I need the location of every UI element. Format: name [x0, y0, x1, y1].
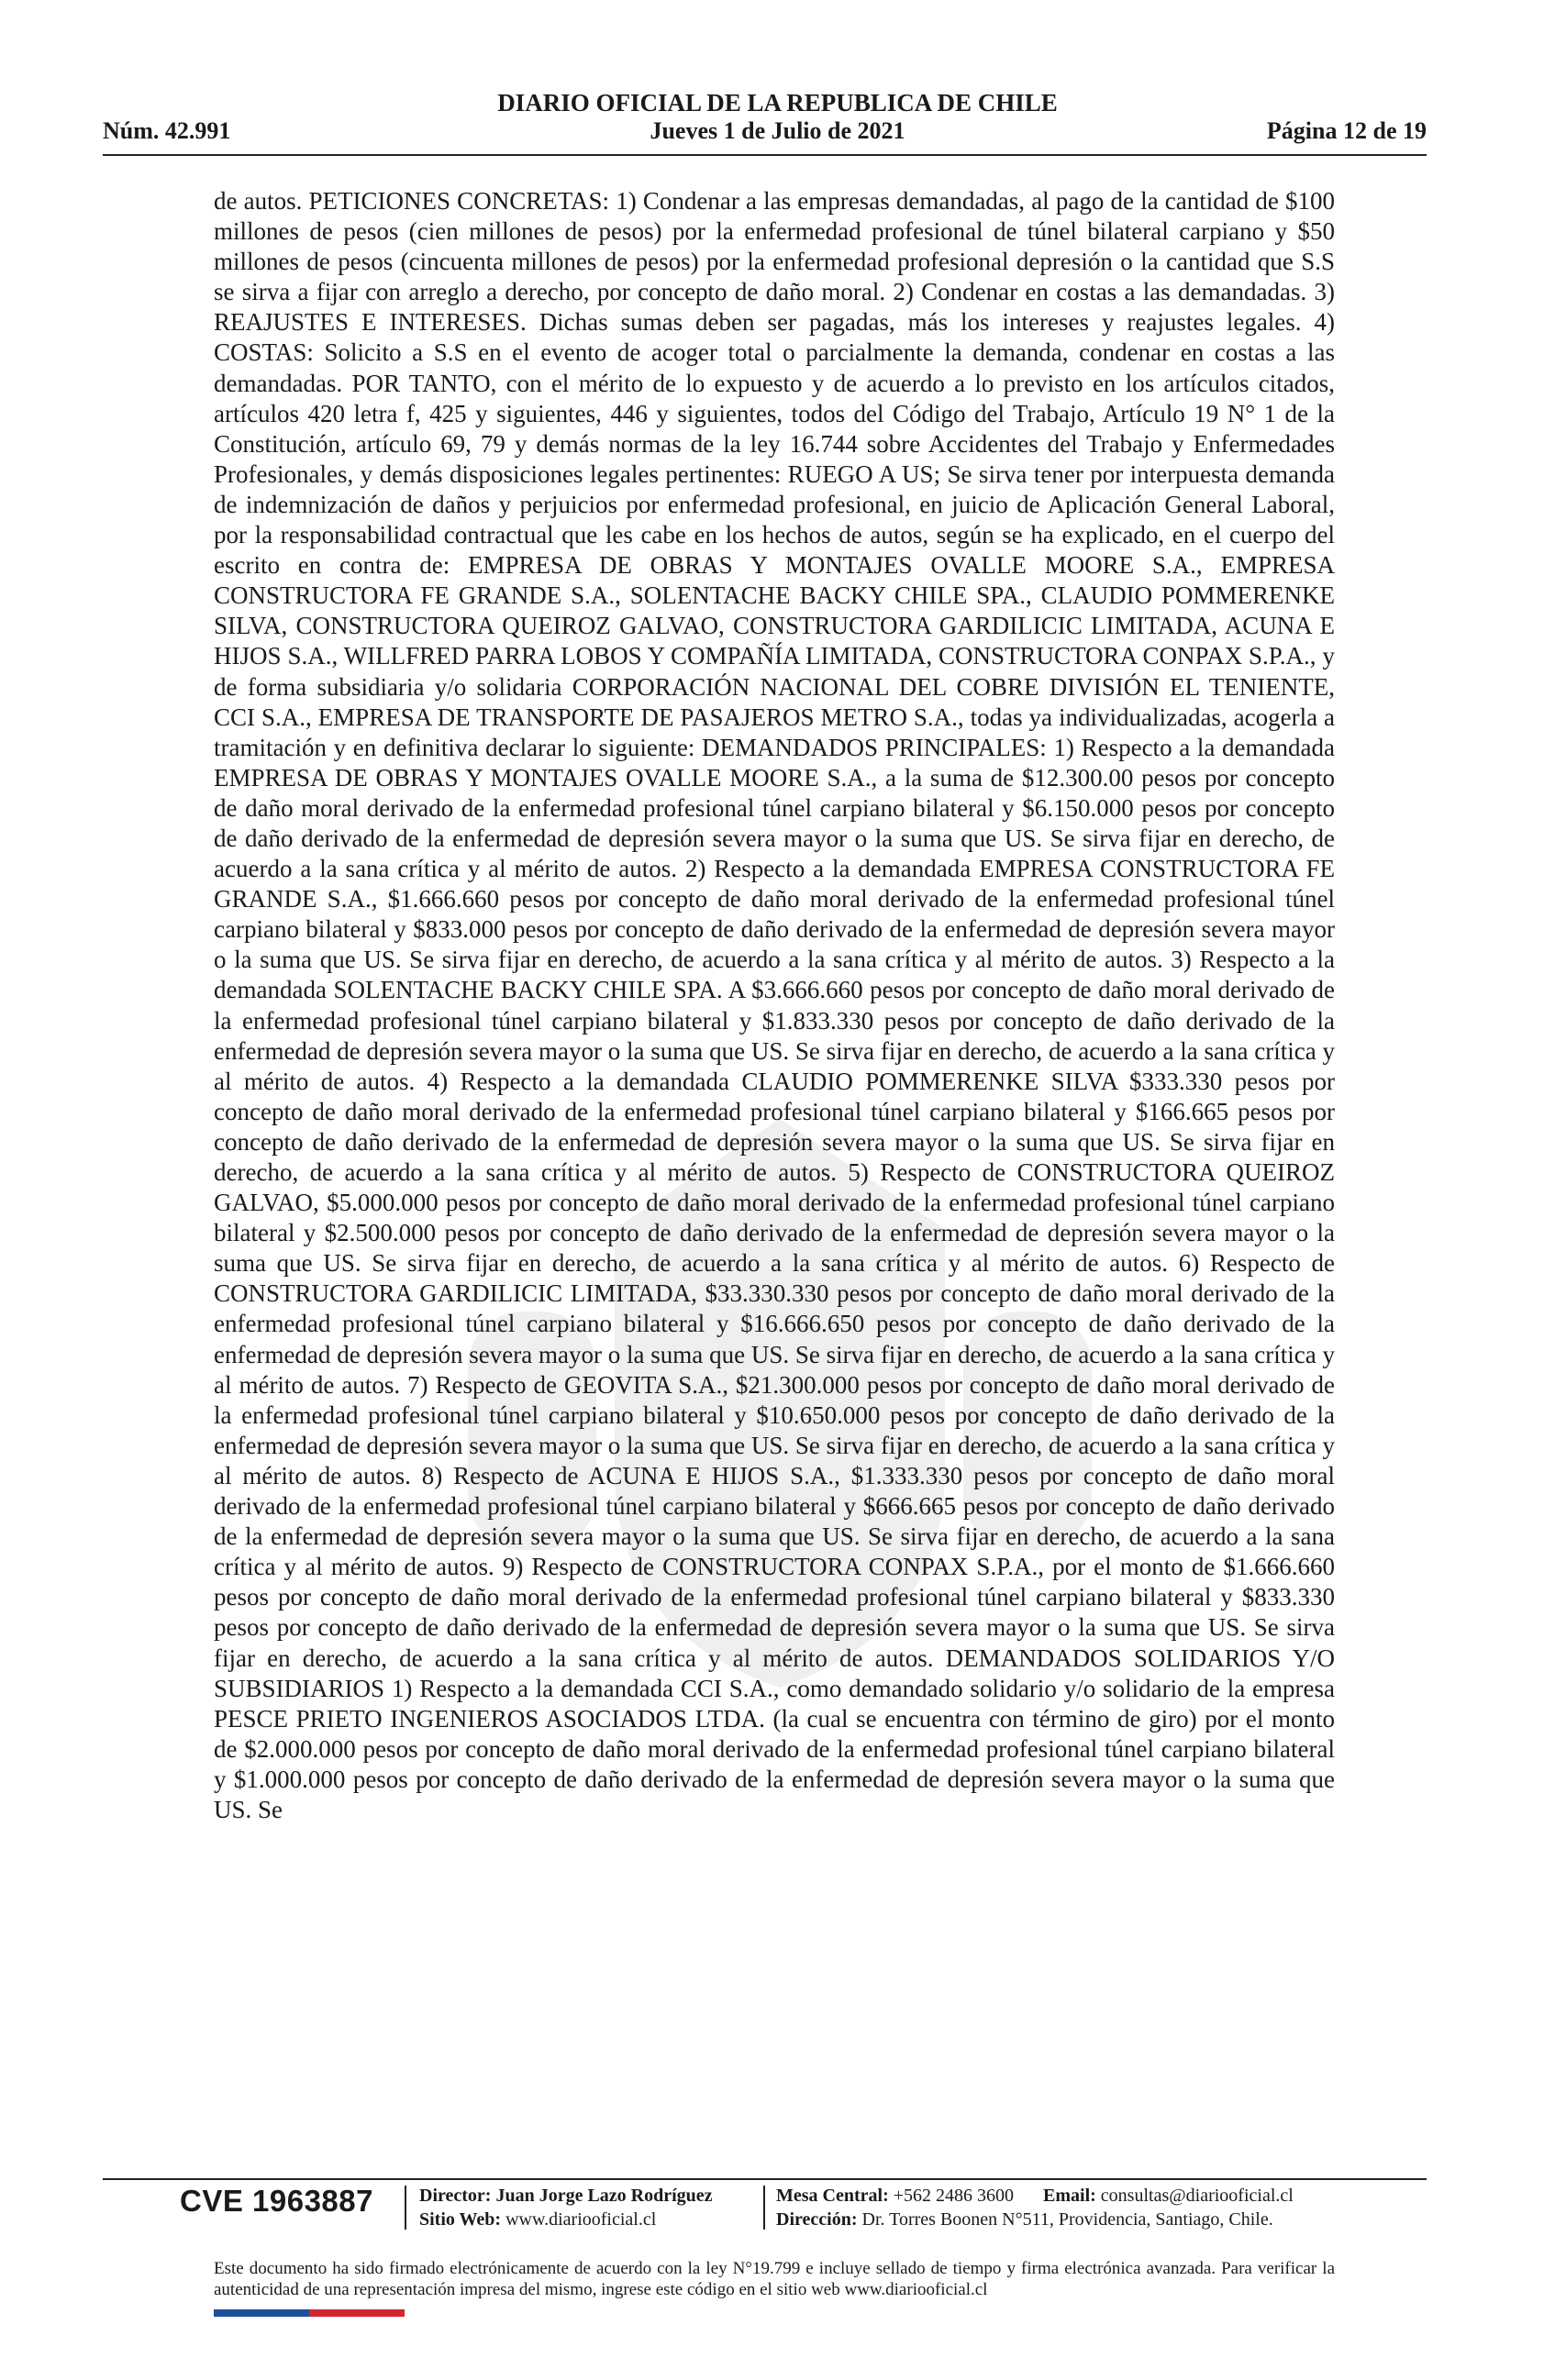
- issue-number: Núm. 42.991: [103, 117, 231, 144]
- director-line: [419, 2186, 713, 2207]
- signature-note: Este documento ha sido firmado electrónicamente de acuerdo con la ley N°19.799 e incluye sellado de tiempo y firma electrónica avanzada. Para verificar la autenticidad de una representación impresa del mismo, ingrese este código en el sitio web www.diariooficial.cl: [214, 2259, 1335, 2299]
- address-line: [776, 2209, 1273, 2231]
- issue-date: Jueves 1 de Julio de 2021: [650, 117, 905, 144]
- cve-code: CVE 1963887: [180, 2184, 373, 2218]
- website-label: Sitio Web:: [419, 2209, 502, 2230]
- publication-title: DIARIO OFICIAL DE LA REPUBLICA DE CHILE: [497, 89, 1058, 116]
- address-label: Dirección:: [776, 2209, 858, 2230]
- header-divider: [103, 154, 1427, 156]
- body-text: de autos. PETICIONES CONCRETAS: 1) Condenar a las empresas demandadas, al pago de la cantidad de $100 millones de pesos (cien millones de pesos) por la enfermedad profesional de túnel bilateral carpiano y $50 millones de pesos (cincuenta millones de pesos) por la enfermedad profesional depresión o la cantidad que S.S se sirva a fijar con arreglo a derecho, por concepto de daño moral. 2) Condenar en costas a las demandadas. 3) REAJUSTES E INTERESES. Dichas sumas deben ser pagadas, más los intereses y reajustes legales. 4) COSTAS: Solicito a S.S en el evento de acoger total o parcialmente la demanda, condenar en costas a las demandadas. POR TANTO, con el mérito de lo expuesto y de acuerdo a lo previsto en los artículos citados, artículos 420 letra f, 425 y siguientes, 446 y siguientes, todos del Código del Trabajo, Artículo 19 N° 1 de la Constitución, artículo 69, 79 y demás normas de la ley 16.744 sobre Accidentes del Trabajo y Enfermedades Profesionales, y demás disposiciones legales pertinentes: RUEGO A US; Se sirva tener por interpuesta demanda de indemnización de daños y perjuicios por enfermedad profesional, en juicio de Aplicación General Laboral, por la responsabilidad contractual que les cabe en los hechos de autos, según se ha explicado, en el cuerpo del escrito en contra de: EMPRESA DE OBRAS Y MONTAJES OVALLE MOORE S.A., EMPRESA CONSTRUCTORA FE GRANDE S.A., SOLENTACHE BACKY CHILE SPA., CLAUDIO POMMERENKE SILVA, CONSTRUCTORA QUEIROZ GALVAO, CONSTRUCTORA GARDILICIC LIMITADA, ACUNA E HIJOS S.A., WILLFRED PARRA LOBOS Y COMPAÑÍA LIMITADA, CONSTRUCTORA CONPAX S.P.A., y de forma subsidiaria y/o solidaria CORPORACIÓN NACIONAL DEL COBRE DIVISIÓN EL TENIENTE, CCI S.A., EMPRESA DE TRANSPORTE DE PASAJEROS METRO S.A., todas ya individualizadas, acogerla a tramitación y en definitiva declarar lo siguiente: DEMANDADOS PRINCIPALES: 1) Respecto a la demandada EMPRESA DE OBRAS Y MONTAJES OVALLE MOORE S.A., a la suma de $12.300.00 pesos por concepto de daño moral derivado de la enfermedad profesional túnel carpiano bilateral y $6.150.000 pesos por concepto de daño derivado de la enfermedad de depresión severa mayor o la suma que US. Se sirva fijar en derecho, de acuerdo a la sana crítica y al mérito de autos. 2) Respecto a la demandada EMPRESA CONSTRUCTORA FE GRANDE S.A., $1.666.660 pesos por concepto de daño moral derivado de la enfermedad profesional túnel carpiano bilateral y $833.000 pesos por concepto de daño derivado de la enfermedad de depresión severa mayor o la suma que US. Se sirva fijar en derecho, de acuerdo a la sana crítica y al mérito de autos. 3) Respecto a la demandada SOLENTACHE BACKY CHILE SPA. A $3.666.660 pesos por concepto de daño moral derivado de la enfermedad profesional túnel carpiano bilateral y $1.833.330 pesos por concepto de daño derivado de la enfermedad de depresión severa mayor o la suma que US. Se sirva fijar en derecho, de acuerdo a la sana crítica y al mérito de autos. 4) Respecto a la demandada CLAUDIO POMMERENKE SILVA $333.330 pesos por concepto de daño moral derivado de la enfermedad profesional túnel carpiano bilateral y $166.665 pesos por concepto de daño derivado de la enfermedad de depresión severa mayor o la suma que US. Se sirva fijar en derecho, de acuerdo a la sana crítica y al mérito de autos. 5) Respecto de CONSTRUCTORA QUEIROZ GALVAO, $5.000.000 pesos por concepto de daño moral derivado de la enfermedad profesional túnel carpiano bilateral y $2.500.000 pesos por concepto de daño derivado de la enfermedad de depresión severa mayor o la suma que US. Se sirva fijar en derecho, de acuerdo a la sana crítica y al mérito de autos. 6) Respecto de CONSTRUCTORA GARDILICIC LIMITADA, $33.330.330 pesos por concepto de daño moral derivado de la enfermedad profesional túnel carpiano bilateral y $16.666.650 pesos por concepto de daño derivado de la enfermedad de depresión severa mayor o la suma que US. Se sirva fijar en derecho, de acuerdo a la sana crítica y al mérito de autos. 7) Respecto de GEOVITA S.A., $21.300.000 pesos por concepto de daño moral derivado de la enfermedad profesional túnel carpiano bilateral y $10.650.000 pesos por concepto de daño derivado de la enfermedad de depresión severa mayor o la suma que US. Se sirva fijar en derecho, de acuerdo a la sana crítica y al mérito de autos. 8) Respecto de ACUNA E HIJOS S.A., $1.333.330 pesos por concepto de daño moral derivado de la enfermedad profesional túnel carpiano bilateral y $666.665 pesos por concepto de daño derivado de la enfermedad de depresión severa mayor o la suma que US. Se sirva fijar en derecho, de acuerdo a la sana crítica y al mérito de autos. 9) Respecto de CONSTRUCTORA CONPAX S.P.A., por el monto de $1.666.660 pesos por concepto de daño moral derivado de la enfermedad profesional túnel carpiano bilateral y $833.330 pesos por concepto de daño derivado de la enfermedad de depresión severa mayor o la suma que US. Se sirva fijar en derecho, de acuerdo a la sana crítica y al mérito de autos. DEMANDADOS SOLIDARIOS Y/O SUBSIDIARIOS 1) Respecto a la demandada CCI S.A., como demandado solidario y/o solidario de la empresa PESCE PRIETO INGENIEROS ASOCIADOS LTDA. (la cual se encuentra con término de giro) por el monto de $2.000.000 pesos por concepto de daño moral derivado de la enfermedad profesional túnel carpiano bilateral y $1.000.000 pesos por concepto de daño derivado de la enfermedad de depresión severa mayor o la suma que US. Se: [214, 187, 1335, 1823]
- contact-line: [776, 2186, 1294, 2207]
- phone-label: Mesa Central:: [776, 2186, 889, 2206]
- director-label: Director:: [419, 2186, 492, 2206]
- phone-value: +562 2486 3600: [893, 2186, 1015, 2206]
- website-line: [419, 2209, 656, 2231]
- email-label: Email:: [1043, 2186, 1096, 2206]
- page-indicator: Página 12 de 19: [1266, 117, 1427, 144]
- flag-stripe-red: [309, 2309, 405, 2317]
- address-value: Dr. Torres Boonen N°511, Providencia, Santiago, Chile.: [861, 2209, 1273, 2230]
- flag-stripe-blue: [214, 2309, 309, 2317]
- email-link[interactable]: consultas@diariooficial.cl: [1100, 2186, 1294, 2206]
- director-name: Juan Jorge Lazo Rodríguez: [495, 2186, 713, 2206]
- footer-divider: [103, 2178, 1427, 2180]
- footer-separator: [763, 2186, 765, 2230]
- footer-separator: [405, 2186, 406, 2230]
- website-link[interactable]: www.diariooficial.cl: [505, 2209, 657, 2230]
